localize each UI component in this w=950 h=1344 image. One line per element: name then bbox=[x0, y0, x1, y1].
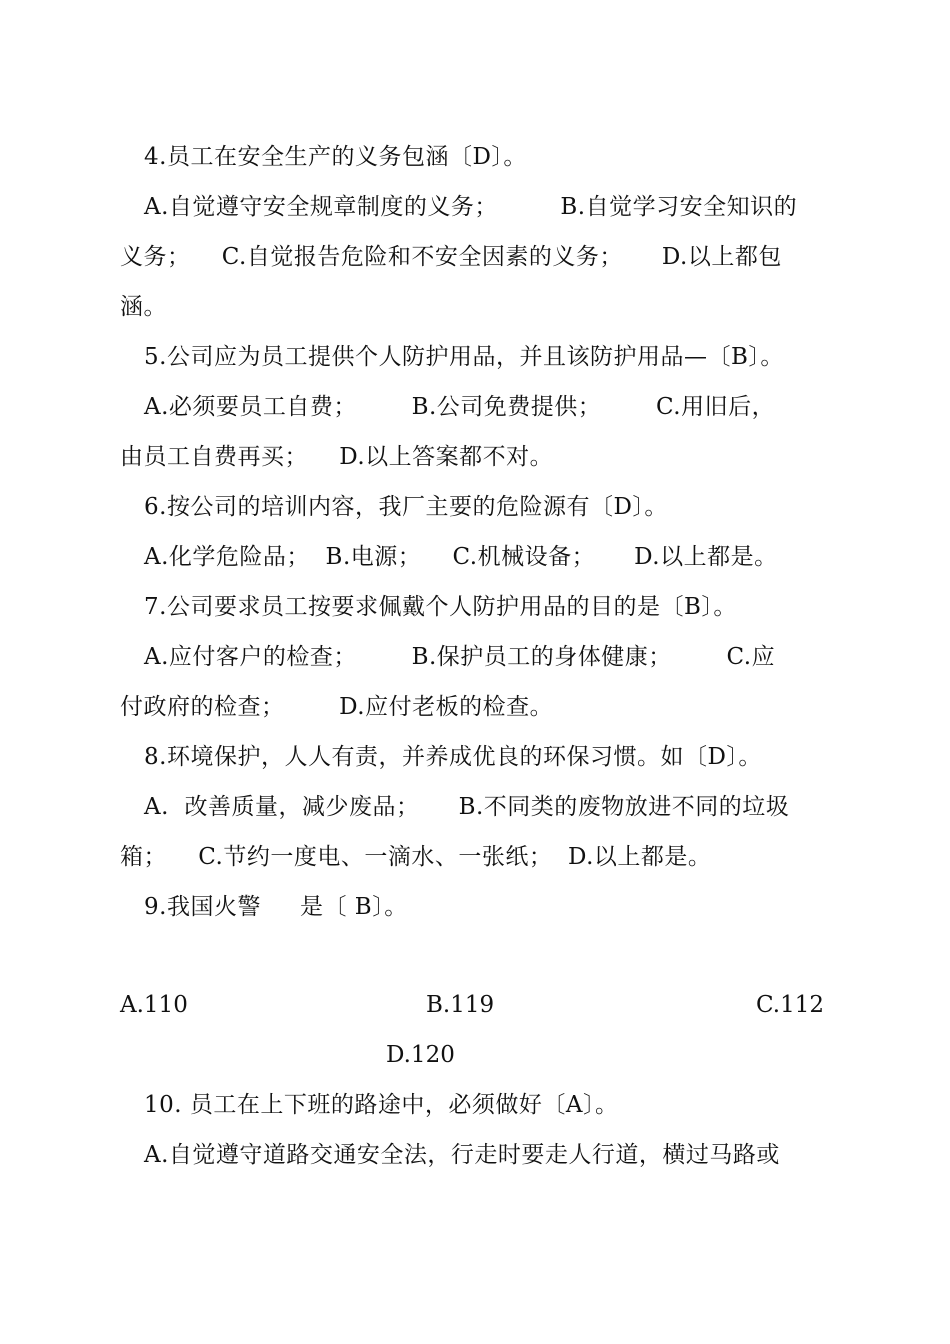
question-5-options-line-1: A.必须要员工自费； B.公司免费提供； C.用旧后， bbox=[144, 394, 776, 420]
question-7-options-line-1: A.应付客户的检查； B.保护员工的身体健康； C.应 bbox=[144, 644, 776, 670]
question-5-options-line-2: 由员工自费再买； D.以上答案都不对。 bbox=[120, 444, 554, 470]
question-7-options-line-2: 付政府的检查； D.应付老板的检查。 bbox=[120, 694, 554, 720]
question-9-option-c: C.112 bbox=[756, 992, 824, 1018]
question-4-options-line-1: A.自觉遵守安全规章制度的义务； B.自觉学习安全知识的 bbox=[144, 194, 798, 220]
question-10-stem: 10. 员工在上下班的路途中，必须做好〔A〕。 bbox=[144, 1092, 619, 1118]
question-9-option-a: A.110 bbox=[120, 992, 188, 1018]
question-10-options-line-1: A.自觉遵守道路交通安全法，行走时要走人行道，横过马路或 bbox=[144, 1142, 780, 1168]
question-4-options-line-2: 义务； C.自觉报告危险和不安全因素的义务； D.以上都包 bbox=[120, 244, 782, 270]
question-6-stem: 6.按公司的培训内容，我厂主要的危险源有〔D〕。 bbox=[144, 494, 668, 520]
question-5-stem: 5.公司应为员工提供个人防护用品，并且该防护用品—〔B〕。 bbox=[144, 344, 784, 370]
question-4-stem: 4.员工在安全生产的义务包涵〔D〕。 bbox=[144, 144, 527, 170]
question-6-options-line-1: A.化学危险品； B.电源； C.机械设备； D.以上都是。 bbox=[144, 544, 778, 570]
question-9-option-b: B.119 bbox=[426, 992, 495, 1018]
question-9-option-d: D.120 bbox=[386, 1042, 455, 1068]
question-9-stem: 9.我国火警 是〔 B〕。 bbox=[144, 894, 408, 920]
question-8-stem: 8.环境保护，人人有责，并养成优良的环保习惯。如〔D〕。 bbox=[144, 744, 762, 770]
question-7-stem: 7.公司要求员工按要求佩戴个人防护用品的目的是〔B〕。 bbox=[144, 594, 737, 620]
question-4-options-line-3: 涵。 bbox=[120, 294, 167, 320]
question-8-options-line-2: 箱； C.节约一度电、一滴水、一张纸； D.以上都是。 bbox=[120, 844, 712, 870]
question-8-options-line-1: A. 改善质量，减少废品； B.不同类的废物放进不同的垃圾 bbox=[144, 794, 790, 820]
